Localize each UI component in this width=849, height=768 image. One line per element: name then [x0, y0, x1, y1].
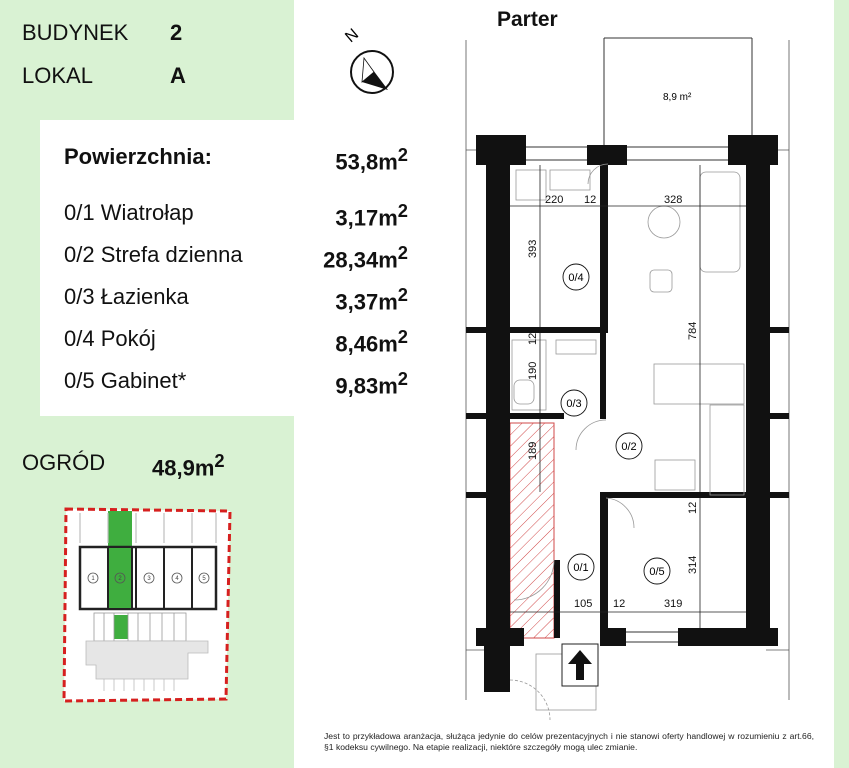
dim-393: 393 [527, 239, 539, 258]
compass-label: N [342, 25, 362, 47]
dim-12b: 12 [527, 332, 539, 345]
room-marker-0-5: 0/5 [649, 566, 665, 578]
garden-label: OGRÓD [22, 450, 106, 475]
entry-arrow-icon [562, 644, 598, 686]
dim-12c: 12 [687, 501, 699, 514]
compass-icon [342, 26, 393, 93]
area-total-value: 53,8m [335, 149, 398, 175]
room-label: 0/3 Łazienka [64, 284, 189, 309]
plan-title: Parter [497, 8, 558, 31]
room-marker-0-1: 0/1 [573, 562, 589, 574]
dim-12a: 12 [584, 194, 597, 206]
dim-784: 784 [687, 321, 699, 340]
room-marker-0-3: 0/3 [566, 398, 582, 410]
dim-319: 319 [664, 598, 683, 610]
room-unit: 2 [397, 284, 408, 305]
terrace [604, 38, 752, 148]
garden-unit: 2 [214, 450, 225, 471]
room-value: 28,34m [323, 247, 398, 273]
room-label: 0/4 Pokój [64, 326, 156, 351]
site-unit-4: 4 [175, 576, 179, 582]
floor-plan [300, 0, 834, 768]
room-unit: 2 [397, 200, 408, 221]
room-value: 9,83m [335, 373, 398, 399]
room-marker-0-2: 0/2 [621, 441, 637, 453]
garden-value: 48,9m [152, 455, 215, 481]
site-unit-2: 2 [118, 576, 122, 582]
site-unit-3: 3 [147, 576, 151, 582]
area-total-unit: 2 [397, 144, 408, 165]
room-value: 3,17m [335, 205, 398, 231]
building-label: BUDYNEK [22, 20, 129, 45]
site-parking-highlight [114, 615, 128, 639]
dim-105: 105 [574, 598, 593, 610]
side-strip [834, 0, 849, 768]
room-value: 8,46m [335, 331, 398, 357]
building-value: 2 [170, 20, 183, 45]
room-unit: 2 [397, 326, 408, 347]
room-label: 0/2 Strefa dzienna [64, 242, 243, 267]
room-unit: 2 [397, 242, 408, 263]
room-label: 0/1 Wiatrołap [64, 200, 194, 225]
dim-189: 189 [527, 441, 539, 460]
room-value: 3,37m [335, 289, 398, 315]
dim-314: 314 [687, 555, 699, 574]
unit-value: A [170, 63, 186, 88]
area-total-label: Powierzchnia: [64, 144, 212, 169]
site-map [58, 503, 240, 707]
disclaimer: Jest to przykładowa aranżacja, służąca jedynie do celów prezentacyjnych i nie stanowi oferty handlowej w rozumieniu z art.66, §1 kodeksu cywilnego. Na etapie realizacji, niektóre szczegóły mogą ulec zmianie. [324, 731, 814, 752]
dim-328: 328 [664, 194, 683, 206]
room-marker-0-4: 0/4 [568, 272, 584, 284]
room-unit: 2 [397, 368, 408, 389]
dim-12d: 12 [613, 598, 626, 610]
unit-label: LOKAL [22, 63, 93, 88]
dim-190: 190 [527, 361, 539, 380]
terrace-area: 8,9 m² [663, 92, 692, 103]
site-unit-5: 5 [202, 576, 206, 582]
site-unit-1: 1 [91, 576, 95, 582]
room-label: 0/5 Gabinet* [64, 368, 187, 393]
dim-220: 220 [545, 194, 564, 206]
